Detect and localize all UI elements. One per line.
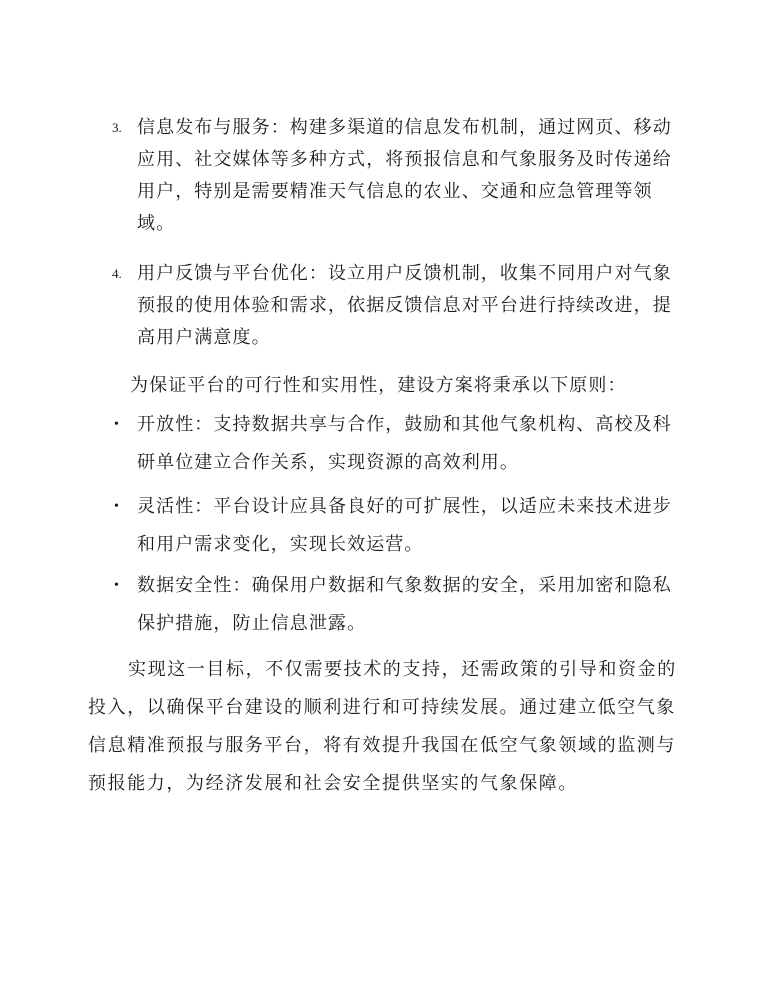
- bullet-icon: •: [114, 578, 119, 593]
- list-number: 4.: [112, 266, 122, 281]
- list-number: 3.: [112, 120, 122, 135]
- bullet-icon: •: [114, 417, 119, 432]
- closing-paragraph: 实现这一目标，不仅需要技术的支持，还需政策的引导和资金的投入，以确保平台建设的顺利进行和可持续发展。通过建立低空气象信息精准预报与服务平台，将有效提升我国在低空气象领域的监测与预报能力，为经济发展和社会安全提供坚实的气象保障。: [88, 659, 677, 794]
- list-item-text: 开放性：支持数据共享与合作，鼓励和其他气象机构、高校及科研单位建立合作关系，实现资源的高效利用。: [137, 414, 672, 473]
- bullet-list-item: [112, 406, 682, 482]
- intro-paragraph: 为保证平台的可行性和实用性，建设方案将秉承以下原则：: [130, 375, 627, 396]
- bullet-icon: •: [114, 499, 119, 514]
- numbered-list-item: [112, 112, 682, 240]
- list-item-text: 灵活性：平台设计应具备良好的可扩展性，以适应未来技术进步和用户需求变化，实现长效运营。: [137, 496, 672, 555]
- list-item-text: 数据安全性：确保用户数据和气象数据的安全，采用加密和隐私保护措施，防止信息泄露。: [137, 575, 672, 634]
- list-item-text: 用户反馈与平台优化：设立用户反馈机制，收集不同用户对气象预报的使用体验和需求，依据反馈信息对平台进行持续改进，提高用户满意度。: [137, 263, 672, 348]
- numbered-list-item: [112, 258, 682, 354]
- bullet-list-item: [112, 488, 682, 564]
- bullet-list-item: [112, 567, 682, 643]
- list-item-text: 信息发布与服务：构建多渠道的信息发布机制，通过网页、移动应用、社交媒体等多种方式，将预报信息和气象服务及时传递给用户，特别是需要精准天气信息的农业、交通和应急管理等领域。: [137, 117, 672, 234]
